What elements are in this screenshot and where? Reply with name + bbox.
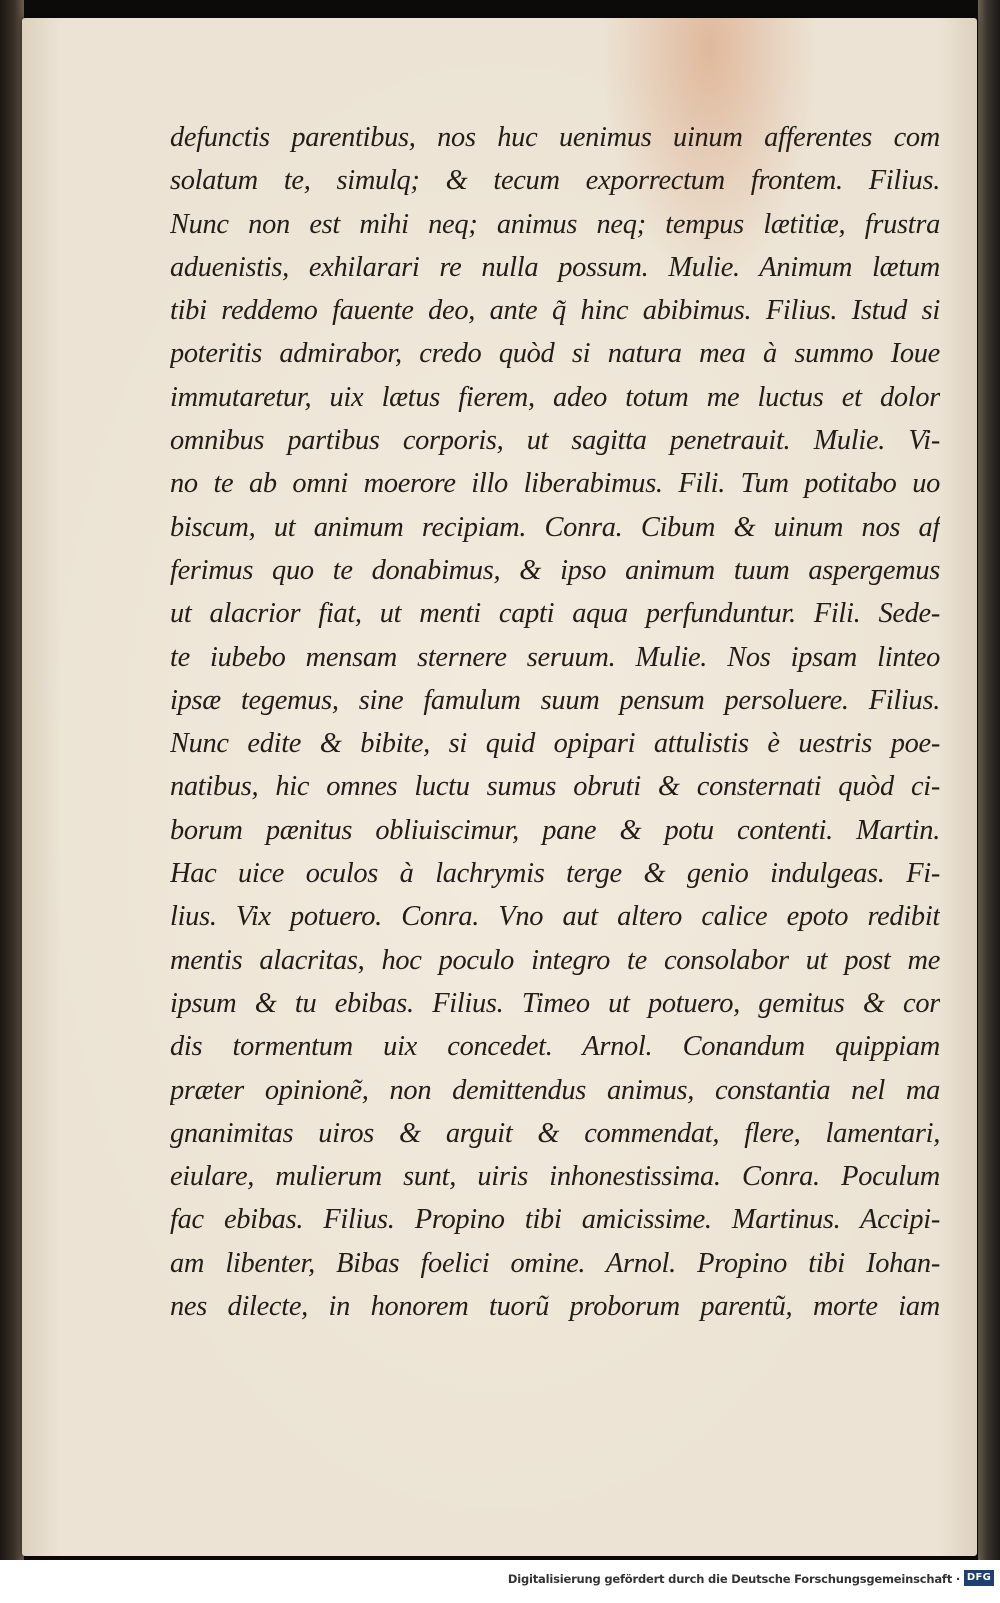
- text-line: immutaretur, uix lætus fierem, adeo totum me luctus et dolor: [170, 381, 940, 413]
- text-line: ut alacrior fiat, ut menti capti aqua perfunduntur. Fili. Sede-: [170, 598, 940, 630]
- text-line: ipsæ tegemus, sine famulum suum pensum persoluere. Filius.: [170, 684, 940, 716]
- text-line: borum pænitus obliuiscimur, pane & potu contenti. Martin.: [170, 814, 940, 846]
- text-line: tibi reddemo fauente deo, ante q̃ hinc abibimus. Filius. Istud si: [170, 295, 940, 327]
- book-edge-right: [978, 0, 1000, 1560]
- text-line: ipsum & tu ebibas. Filius. Timeo ut potuero, gemitus & cor: [170, 987, 940, 1019]
- text-line: fac ebibas. Filius. Propino tibi amicissime. Martinus. Accipi-: [170, 1204, 940, 1236]
- text-line: biscum, ut animum recipiam. Conra. Cibum & uinum nos af: [170, 511, 940, 543]
- page-text-block: [170, 116, 940, 1328]
- book-edge-left: [0, 0, 24, 1560]
- text-line: lius. Vix potuero. Conra. Vno aut altero calice epoto redibit: [170, 901, 940, 933]
- text-line: Nunc edite & bibite, si quid opipari attulistis è uestris poe-: [170, 728, 940, 760]
- text-line: no te ab omni moerore illo liberabimus. Fili. Tum potitabo uo: [170, 468, 940, 500]
- text-line: mentis alacritas, hoc poculo integro te consolabor ut post me: [170, 944, 940, 976]
- text-line: te iubebo mensam sternere seruum. Mulie. Nos ipsam linteo: [170, 641, 940, 673]
- text-line: dis tormentum uix concedet. Arnol. Conandum quippiam: [170, 1031, 940, 1063]
- text-line: poteritis admirabor, credo quòd si natura mea à summo Ioue: [170, 338, 940, 370]
- dfg-logo-icon: DFG: [964, 1570, 994, 1586]
- footer-bar: [0, 1560, 1000, 1603]
- text-line: gnanimitas uiros & arguit & commendat, flere, lamentari,: [170, 1117, 940, 1149]
- text-line: præter opinionẽ, non demittendus animus, constantia nel ma: [170, 1074, 940, 1106]
- text-line: solatum te, simulq; & tecum exporrectum frontem. Filius.: [170, 165, 940, 197]
- text-line: nes dilecte, in honorem tuorũ proborum parentũ, morte iam: [170, 1291, 940, 1323]
- text-line: Hac uice oculos à lachrymis terge & genio indulgeas. Fi-: [170, 858, 940, 890]
- text-line: ferimus quo te donabimus, & ipso animum tuum aspergemus: [170, 554, 940, 586]
- text-line: omnibus partibus corporis, ut sagitta penetrauit. Mulie. Vi-: [170, 425, 940, 457]
- text-line: am libenter, Bibas foelici omine. Arnol. Propino tibi Iohan-: [170, 1247, 940, 1279]
- funding-credit: Digitalisierung gefördert durch die Deutsche Forschungsgemeinschaft ·: [507, 1572, 960, 1586]
- book-page: [22, 18, 977, 1556]
- text-line: eiulare, mulierum sunt, uiris inhonestissima. Conra. Poculum: [170, 1161, 940, 1193]
- text-line: natibus, hic omnes luctu sumus obruti & consternati quòd ci-: [170, 771, 940, 803]
- text-line: defunctis parentibus, nos huc uenimus uinum afferentes com: [170, 122, 940, 153]
- text-line: Nunc non est mihi neq; animus neq; tempus lætitiæ, frustra: [170, 208, 940, 240]
- text-line: aduenistis, exhilarari re nulla possum. Mulie. Animum lætum: [170, 251, 940, 283]
